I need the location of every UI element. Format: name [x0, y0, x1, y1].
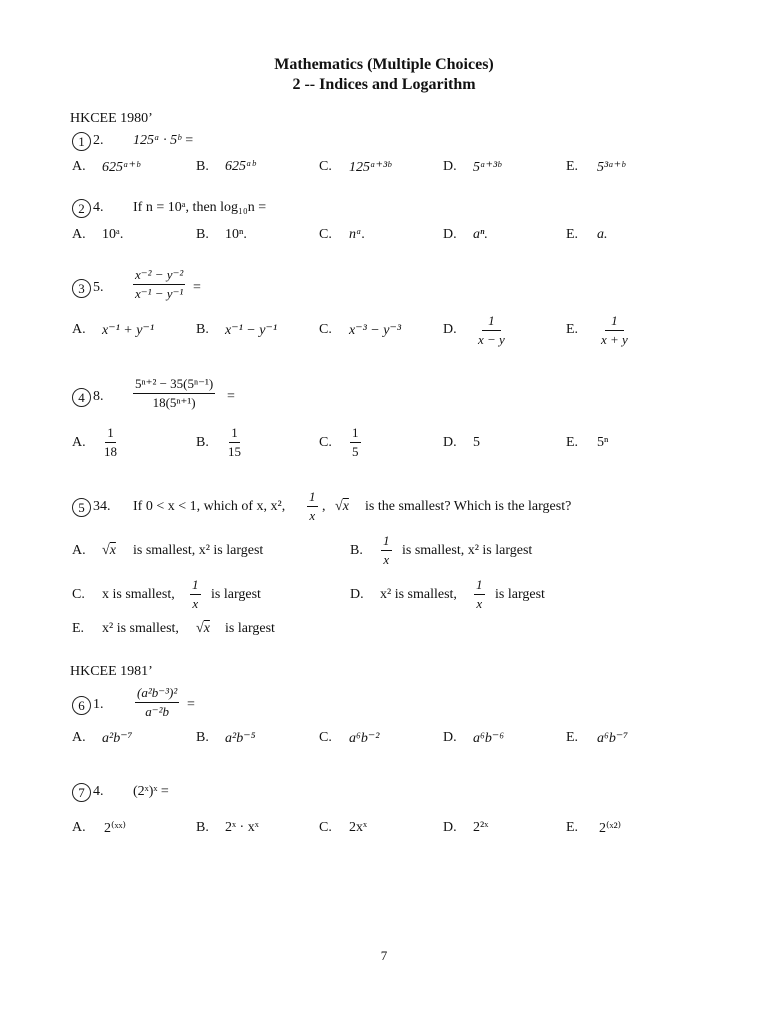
option-e-fraction — [599, 313, 630, 348]
fraction-numerator: 1 — [105, 425, 116, 443]
page-subtitle: 2 -- Indices and Logarithm — [292, 76, 476, 93]
question-stem-fraction — [135, 685, 179, 720]
fraction-denominator: x⁻¹ − y⁻¹ — [135, 286, 184, 301]
option-d-fraction — [476, 313, 507, 348]
option-letter: D. — [443, 227, 457, 242]
option-letter: E. — [566, 227, 579, 242]
option-c: nᵃ. — [349, 227, 366, 242]
option-letter: B. — [196, 820, 209, 835]
option-d: 2²ˣ — [473, 820, 489, 835]
option-e: 2⁽ˣ²⁾ — [599, 821, 622, 836]
question-stem: If n = 10ᵃ, then log₁₀n = — [133, 200, 267, 215]
option-a: a²b⁻⁷ — [102, 731, 133, 746]
option-a: 625ᵃ⁺ᵇ — [102, 160, 140, 175]
option-letter: A. — [72, 543, 86, 558]
option-c: a⁶b⁻² — [349, 731, 380, 746]
question-number: 8. — [93, 389, 104, 404]
option-a: 10ᵃ. — [102, 227, 124, 242]
fraction-denominator: x — [383, 552, 390, 567]
option-letter: B. — [350, 543, 363, 558]
option-letter: E. — [566, 820, 579, 835]
option-b: 10ⁿ. — [225, 227, 247, 242]
radicand: x — [342, 499, 349, 514]
option-a: x⁻¹ + y⁻¹ — [102, 323, 155, 338]
option-e: 5³ᵃ⁺ᵇ — [597, 160, 625, 175]
question-number: 1. — [93, 697, 104, 712]
question-circle-1: 1 — [72, 132, 91, 151]
option-letter: A. — [72, 159, 86, 174]
fraction-denominator: x + y — [601, 332, 628, 347]
option-d-text-1: x² is smallest, — [380, 587, 457, 602]
fraction-denominator: x — [476, 596, 483, 611]
option-e-text-2: is largest — [225, 621, 275, 636]
option-letter: A. — [72, 322, 86, 337]
option-letter: E. — [72, 621, 85, 636]
fraction-numerator: 1 — [605, 313, 624, 331]
option-letter: C. — [319, 159, 332, 174]
option-letter: C. — [319, 322, 332, 337]
option-letter: B. — [196, 159, 209, 174]
equals-sign: = — [193, 280, 201, 295]
option-letter: B. — [196, 227, 209, 242]
question-circle-3: 3 — [72, 279, 91, 298]
radicand: x — [203, 621, 210, 636]
fraction-denominator: 18 — [104, 444, 117, 459]
option-letter: D. — [443, 730, 457, 745]
page-title: Mathematics (Multiple Choices) — [274, 56, 494, 73]
question-stem-fraction — [133, 267, 185, 302]
option-a: 2⁽ˣˣ⁾ — [104, 821, 126, 836]
option-e: a⁶b⁻⁷ — [597, 731, 629, 746]
fraction-numerator: 1 — [350, 425, 361, 443]
question-stem-part-1: If 0 < x < 1, which of x, x², — [133, 499, 286, 514]
option-c: 125ᵃ⁺³ᵇ — [349, 160, 391, 175]
question-circle-4: 4 — [72, 388, 91, 407]
option-b: 625ᵃᵇ — [225, 159, 256, 174]
option-letter: A. — [72, 730, 86, 745]
question-stem-fraction — [307, 489, 318, 524]
option-letter: C. — [319, 435, 332, 450]
option-d-text-2: is largest — [495, 587, 545, 602]
option-letter: D. — [443, 435, 457, 450]
question-circle-7: 7 — [72, 783, 91, 802]
option-c: 2xˣ — [349, 820, 368, 835]
question-stem-fraction — [133, 376, 215, 411]
option-letter: B. — [196, 322, 209, 337]
fraction-numerator: 1 — [307, 489, 318, 507]
fraction-denominator: a⁻²b — [145, 704, 169, 719]
fraction-denominator: 15 — [228, 444, 241, 459]
equals-sign: = — [187, 697, 195, 712]
fraction-numerator: 1 — [482, 313, 501, 331]
option-letter: C. — [319, 227, 332, 242]
sqrt-expression: √x — [335, 499, 349, 514]
fraction-numerator: 1 — [474, 577, 485, 595]
option-b-text: is smallest, x² is largest — [402, 543, 533, 558]
option-c-fraction — [350, 425, 361, 460]
question-circle-6: 6 — [72, 696, 91, 715]
option-a-text: is smallest, x² is largest — [133, 543, 264, 558]
question-stem: 125ᵃ · 5ᵇ = — [133, 133, 194, 148]
fraction-denominator: 18(5ⁿ⁺¹) — [152, 395, 196, 410]
fraction-denominator: x — [309, 508, 316, 523]
option-d: a⁶b⁻⁶ — [473, 731, 505, 746]
page-number: 7 — [380, 948, 388, 963]
question-stem-part-2: is the smallest? Which is the largest? — [365, 499, 572, 514]
fraction-denominator: x − y — [478, 332, 505, 347]
option-b: 2ˣ · xˣ — [225, 820, 259, 835]
comma: , — [322, 499, 326, 514]
option-e: 5ⁿ — [597, 435, 609, 450]
option-letter: E. — [566, 435, 579, 450]
option-letter: D. — [443, 322, 457, 337]
option-letter: E. — [566, 159, 579, 174]
option-d: 5ᵃ⁺³ᵇ — [473, 160, 501, 175]
sqrt-expression: √x — [102, 543, 116, 558]
option-letter: A. — [72, 435, 86, 450]
option-letter: E. — [566, 322, 579, 337]
option-e-text-1: x² is smallest, — [102, 621, 179, 636]
option-d-fraction — [474, 577, 485, 612]
fraction-numerator: 1 — [190, 577, 201, 595]
option-b: a²b⁻⁵ — [225, 731, 256, 746]
option-c: x⁻³ − y⁻³ — [349, 323, 402, 338]
option-letter: B. — [196, 730, 209, 745]
option-letter: C. — [319, 820, 332, 835]
option-letter: C. — [319, 730, 332, 745]
option-letter: D. — [443, 820, 457, 835]
option-c-fraction — [190, 577, 201, 612]
fraction-numerator: (a²b⁻³)² — [135, 685, 179, 703]
option-b: x⁻¹ − y⁻¹ — [225, 323, 278, 338]
option-e: a. — [597, 227, 608, 242]
equals-sign: = — [227, 389, 235, 404]
section-heading-1981: HKCEE 1981’ — [70, 664, 153, 679]
radicand: x — [109, 543, 116, 558]
option-b-fraction — [381, 533, 392, 568]
option-letter: D. — [443, 159, 457, 174]
option-letter: C. — [72, 587, 85, 602]
question-number: 34. — [93, 499, 111, 514]
option-letter: A. — [72, 820, 86, 835]
option-letter: A. — [72, 227, 86, 242]
fraction-numerator: 1 — [229, 425, 240, 443]
fraction-denominator: 5 — [352, 444, 359, 459]
option-d: aⁿ. — [473, 227, 488, 242]
fraction-numerator: 5ⁿ⁺² − 35(5ⁿ⁻¹) — [133, 376, 215, 394]
question-circle-5: 5 — [72, 498, 91, 517]
option-c-text-1: x is smallest, — [102, 587, 175, 602]
question-stem: (2ˣ)ˣ = — [133, 784, 169, 799]
option-c-text-2: is largest — [211, 587, 261, 602]
question-number: 2. — [93, 133, 104, 148]
option-letter: D. — [350, 587, 364, 602]
option-letter: B. — [196, 435, 209, 450]
question-number: 4. — [93, 784, 104, 799]
fraction-denominator: x — [192, 596, 199, 611]
option-d: 5 — [473, 435, 480, 450]
option-a-fraction — [102, 425, 119, 460]
sqrt-expression: √x — [196, 621, 210, 636]
question-number: 4. — [93, 200, 104, 215]
question-circle-2: 2 — [72, 199, 91, 218]
section-heading-1980: HKCEE 1980’ — [70, 111, 153, 126]
fraction-numerator: 1 — [381, 533, 392, 551]
fraction-numerator: x⁻² − y⁻² — [133, 267, 185, 285]
option-b-fraction — [226, 425, 243, 460]
option-letter: E. — [566, 730, 579, 745]
question-number: 5. — [93, 280, 104, 295]
